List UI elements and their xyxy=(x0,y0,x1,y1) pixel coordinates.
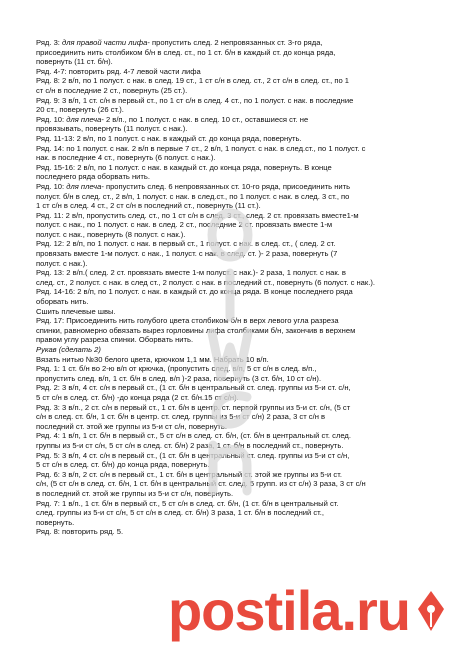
text-line-plain: Ряд. 4-7: повторить ряд. 4-7 левой части лифа xyxy=(36,66,201,76)
text-line-plain: группы из 5-и ст с/н, 5 ст с/н в след. ст. б/н) 2 раза, 1 ст. б/н в последний ст., повернуть. xyxy=(36,440,344,450)
text-line xyxy=(36,518,446,528)
text-line-plain: Ряд. 4: 1 в/п, 1 ст. б/н в первый ст., 5 ст с/н в след. ст. б/н, (ст. б/н в центральный ст. след. xyxy=(36,431,351,441)
text-line-plain: провязать вместе 1-м полуст. с нак., 1 полуст. с нак. в след. ст. )- 2 раза, повернуть (7 xyxy=(36,249,338,259)
text-line-plain: Сшить плечевые швы. xyxy=(36,306,116,316)
text-line xyxy=(36,364,446,374)
text-line-plain: с/н, (5 ст с/н в след. ст. б/н, 1 ст. б/н в центральный ст. след. 5 групп. из ст с/н) 3 раза, 3 ст с/н xyxy=(36,479,366,489)
text-line-plain: Ряд. 7: 1 в/п., 1 ст. б/н в первый ст., 5 ст с/н в след. ст. б/н, (1 ст. б/н в центральный ст. xyxy=(36,498,339,508)
text-line xyxy=(36,201,446,211)
text-line-plain: повернуть (11 ст. б/н). xyxy=(36,57,113,67)
text-line-plain: Ряд. 2: 3 в/п, 4 ст. с/н в первый ст., (1 ст. б/н в центральный ст. след. группы из 5-и ст. с/н, xyxy=(36,383,351,393)
text-line-plain: оборвать нить. xyxy=(36,297,89,307)
text-line-plain: последнего ряда оборвать нить. xyxy=(36,172,150,182)
text-line-plain: полуст. с нак., по 1 полуст. с нак. в след. 2 ст., последние 2 ст. провязать вместе 1-м xyxy=(36,220,333,230)
text-line xyxy=(36,124,446,134)
text-line xyxy=(36,153,446,163)
text-line-plain: Ряд. 14: по 1 полуст. с нак. 2 в/п в первые 7 ст., 2 в/п, 1 полуст. с нак. в след.ст., по 1 полуст. с xyxy=(36,143,366,153)
text-line-plain: 5 ст с/н в след. ст. б/н) -до конца ряда (2 ст. б/н.15 ст с/н). xyxy=(36,392,239,402)
text-line xyxy=(36,278,446,288)
text-line xyxy=(36,508,446,518)
text-line xyxy=(36,316,446,326)
text-line xyxy=(36,48,446,58)
text-line xyxy=(36,479,446,489)
text-line xyxy=(36,307,446,317)
text-line-plain: пропустить след. в/п, 1 ст. б/н в след. в/п )-2 раза, повернуть (3 ст. б/н, 10 ст с/н). xyxy=(36,373,322,383)
text-line xyxy=(36,172,446,182)
text-line xyxy=(36,297,446,307)
text-line xyxy=(36,451,446,461)
text-line-plain: - 2 в/п., по 1 полуст. с нак. в след. 10 ст., оставшиеся ст. не xyxy=(101,114,309,124)
text-line xyxy=(36,105,446,115)
text-line xyxy=(36,134,446,144)
text-line-plain: полуст. с нак.). xyxy=(36,258,88,268)
text-line xyxy=(36,383,446,393)
text-line-plain: присоединить нить столбиком б/н в след. ст., по 1 ст. б/н в каждый ст. до конца ряда, xyxy=(36,47,336,57)
text-line xyxy=(36,57,446,67)
text-line-plain: 20 ст., повернуть (26 ст.). xyxy=(36,105,124,115)
text-line xyxy=(36,403,446,413)
text-line-plain: 1 ст с/н в след. 4 ст., 2 ст с/н в последний ст., повернуть (11 ст.). xyxy=(36,201,261,211)
text-line xyxy=(36,96,446,106)
text-line-plain: ст с/н в последние 2 ст., повернуть (25 ст.). xyxy=(36,85,188,95)
text-line-plain: Ряд. 12: 2 в/п, по 1 полуст. с нак. в первый ст., 1 полуст. с нак. в след. ст., ( след. 2 ст. xyxy=(36,239,336,249)
pen-nib-icon xyxy=(416,589,446,633)
text-line xyxy=(36,470,446,480)
text-line xyxy=(36,326,446,336)
text-line xyxy=(36,239,446,249)
text-line xyxy=(36,499,446,509)
text-line-plain: Ряд. 8: 2 в/п, по 1 полуст. с нак. в след. 19 ст., 1 ст с/н в след. ст., 2 ст с/н в след. ст., по 1 xyxy=(36,76,350,86)
text-line xyxy=(36,259,446,269)
text-line-plain: Ряд. 11: 2 в/п, пропустить след. ст., по 1 ст с/н в след. 3 ст., след. 2 ст. провязать вместе1-м xyxy=(36,210,359,220)
text-line xyxy=(36,393,446,403)
text-line xyxy=(36,355,446,365)
text-line xyxy=(36,38,446,48)
text-line xyxy=(36,67,446,77)
text-line-plain: правом углу разреза спинки. Оборвать нить. xyxy=(36,335,194,345)
text-line-plain: повернуть. xyxy=(36,517,75,527)
instructions-text xyxy=(36,38,446,537)
text-line-plain: Ряд. 15-16: 2 в/п, по 1 полуст. с нак. в каждый ст. до конца ряда, повернуть. В конце xyxy=(36,162,332,172)
text-line xyxy=(36,268,446,278)
text-line-plain: Ряд. 8: повторить ряд. 5. xyxy=(36,527,124,537)
text-line xyxy=(36,192,446,202)
text-line xyxy=(36,211,446,221)
text-line xyxy=(36,76,446,86)
text-line-plain: полуст. с нак., повернуть (8 полуст. с нак.). xyxy=(36,229,186,239)
text-line-plain: Ряд. 6: 3 в/п, 2 ст. с/н в первый ст., 1 ст. б/н в центральный ст. этой же группы из 5-и ст. xyxy=(36,469,342,479)
text-line xyxy=(36,115,446,125)
text-line xyxy=(36,460,446,470)
text-line-plain: с/н в след. ст. б/н, 1 ст. б/н в центр. ст. след. группы из 5-и ст с/н) 2 раза, 3 ст с/н в xyxy=(36,412,326,422)
text-line xyxy=(36,527,446,537)
text-line-plain: Ряд. 3: 3 в/п., 2 ст. с/н в первый ст., 1 ст. б/н в центр. ст. первой группы из 5-и ст. с/н, (5 ст xyxy=(36,402,351,412)
text-line xyxy=(36,374,446,384)
text-line xyxy=(36,412,446,422)
text-line-plain: Ряд. 10: xyxy=(36,181,67,191)
text-line-plain: - пропустить след. 6 непровязанных ст. 10-го ряда, присоединить нить xyxy=(101,181,351,191)
text-line-plain: след. группы из 5-и ст с/н, 5 ст с/н в след. ст. б/н) 3 раза, 1 ст. б/н в последний ст., xyxy=(36,508,325,518)
text-line xyxy=(36,230,446,240)
text-line-plain: последний ст. этой же группы из 5-и ст с/н, повернуть. xyxy=(36,421,227,431)
text-line-plain: полуст. б/н в след. ст., 2 в/п, 1 полуст. с нак. в след.ст., по 1 полуст. с нак. в след. 3 ст., по xyxy=(36,191,350,201)
text-line-plain: спинки, равномерно обвязать вырез горловины лифа столбиками б/н, закончив в верхнем xyxy=(36,325,356,335)
text-line xyxy=(36,441,446,451)
text-line xyxy=(36,163,446,173)
text-line-italic: Рукав (сделать 2) xyxy=(36,345,101,354)
text-line xyxy=(36,249,446,259)
text-line-plain: 5 ст с/н в след. ст. б/н) до конца ряда, повернуть. xyxy=(36,460,210,470)
text-line xyxy=(36,335,446,345)
text-line xyxy=(36,144,446,154)
text-line-plain: след. ст., 2 полуст. с нак. в след ст., 2 полуст. с нак. в последний ст., повернуть (6 полуст. с нак.). xyxy=(36,277,375,287)
text-line-plain: Ряд. 9: 3 в/п, 1 ст. с/н в первый ст., по 1 ст с/н в след. 4 ст., по 1 полуст. с нак. в последние xyxy=(36,95,354,105)
text-line-plain: Ряд. 13: 2 в/п.( след. 2 ст. провязать вместе 1-м полуст. с нак.)- 2 раза, 1 полуст. с нак. в xyxy=(36,268,346,278)
text-line-plain: нак. в последние 4 ст., повернуть (6 полуст. с нак.). xyxy=(36,153,216,163)
text-line-plain: Ряд. 5: 3 в/п, 4 ст. с/н в первый ст., (1 ст. б/н в центральный ст. след. группы из 5-и ст с/н, xyxy=(36,450,350,460)
text-line-plain: Ряд. 14-16: 2 в/п, по 1 полуст. с нак. в каждый ст. до конца ряда. В конце последнего ряда xyxy=(36,287,353,297)
text-line-plain: Вязать нитью №30 белого цвета, крючком 1,1 мм. Набрать 10 в/п. xyxy=(36,354,269,364)
logo-text: postila.ru xyxy=(167,579,410,642)
postila-logo[interactable] xyxy=(167,579,446,642)
text-line-plain: - пропустить след. 2 непровязанных ст. 3-го ряда, xyxy=(147,38,323,47)
text-line xyxy=(36,431,446,441)
text-line-plain: в последний ст. этой же группы из 5-и ст с/н, повернуть. xyxy=(36,488,234,498)
text-line-plain: Ряд. 3: xyxy=(36,38,63,47)
text-line xyxy=(36,489,446,499)
text-line-plain: Ряд. 11-13: 2 в/п, по 1 полуст. с нак. в каждый ст. до конца ряда, повернуть. xyxy=(36,133,302,143)
text-line xyxy=(36,182,446,192)
text-line-italic: для правой части лифа xyxy=(62,38,148,47)
text-line xyxy=(36,86,446,96)
text-line-plain: Ряд. 17: Присоединить нить голубого цвета столбиком б/н в верх левого угла разреза xyxy=(36,316,339,326)
text-line-plain: Ряд. 10: xyxy=(36,114,67,124)
text-line-plain: Ряд. 1: 1 ст. б/н во 2-ю в/п от крючка, (пропустить след. в/п, 5 ст с/н в след. в/п., xyxy=(36,364,317,374)
text-line xyxy=(36,422,446,432)
text-line-italic: для плеча xyxy=(66,181,102,191)
text-line-italic: для плеча xyxy=(66,114,102,124)
text-line xyxy=(36,220,446,230)
text-line-plain: провязывать, повернуть (11 полуст. с нак.). xyxy=(36,124,188,134)
text-line xyxy=(36,287,446,297)
text-line xyxy=(36,345,446,355)
